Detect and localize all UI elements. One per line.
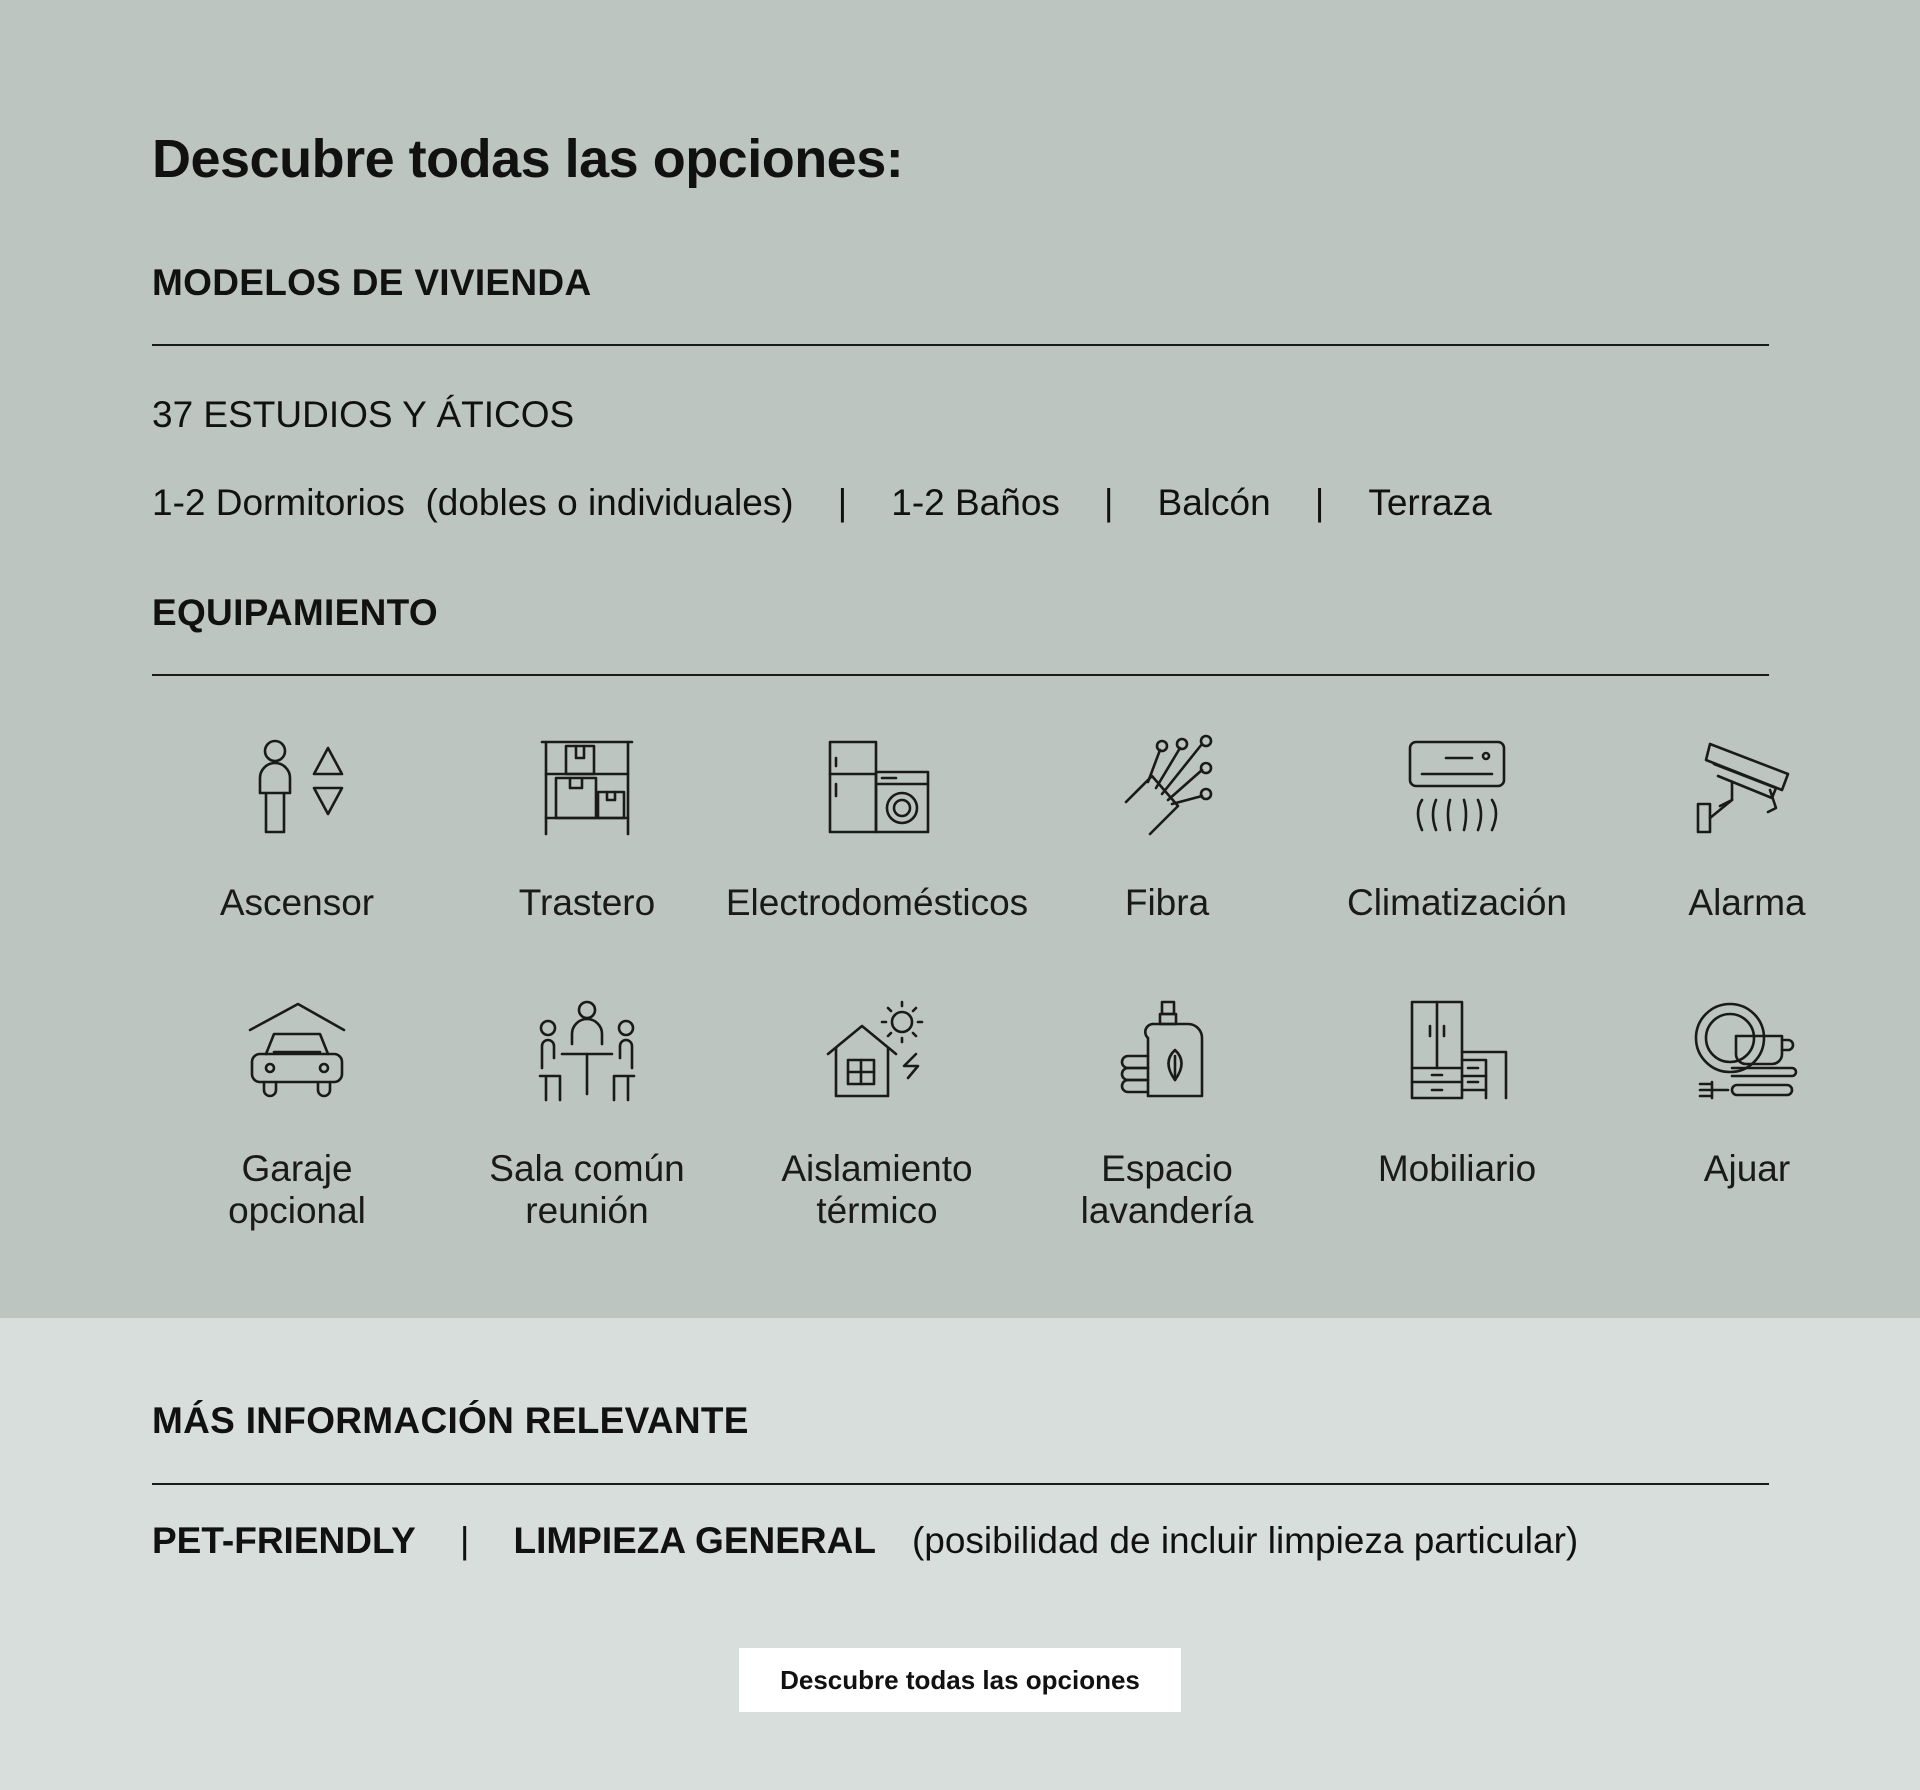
fiber-optic-icon (1112, 730, 1222, 840)
equipment-item-electrodomesticos (725, 730, 1029, 924)
feature-bathrooms: 1-2 Baños (891, 482, 1060, 523)
equipment-label: Ajuar (1703, 1148, 1791, 1189)
discover-options-button[interactable]: Descubre todas las opciones (739, 1648, 1181, 1712)
equipment-item-garaje (152, 996, 442, 1232)
feature-separator: | (1314, 482, 1325, 523)
feature-terrace: Terraza (1368, 482, 1492, 523)
equipment-item-mobiliario (1312, 996, 1602, 1190)
equipment-divider (152, 674, 1769, 676)
equipment-item-lavanderia (1022, 996, 1312, 1232)
equipment-label: Fibra (1124, 882, 1210, 923)
equipment-label: Sala común reunión (489, 1148, 685, 1231)
equipment-label: Alarma (1688, 882, 1806, 923)
page-title: Descubre todas las opciones: (152, 129, 904, 189)
equipment-heading: EQUIPAMIENTO (152, 592, 438, 633)
feature-bedrooms: 1-2 Dormitorios (dobles o individuales) (152, 482, 794, 523)
equipment-item-aislamiento (732, 996, 1022, 1232)
pet-friendly-label: PET-FRIENDLY (152, 1520, 416, 1561)
equipment-label: Electrodomésticos (725, 882, 1029, 923)
equipment-label: Espacio lavandería (1080, 1148, 1254, 1231)
furniture-icon (1402, 996, 1512, 1106)
garage-car-icon (242, 996, 352, 1106)
equipment-item-climatizacion (1312, 730, 1602, 924)
equipment-label: Garaje opcional (228, 1148, 366, 1231)
security-camera-icon (1692, 730, 1802, 840)
equipment-label: Trastero (518, 882, 656, 923)
equipment-item-trastero (442, 730, 732, 924)
feature-separator: | (1103, 482, 1114, 523)
housing-features (152, 482, 1492, 524)
appliances-icon (822, 730, 932, 840)
more-info-divider (152, 1483, 1769, 1485)
equipment-item-ascensor (152, 730, 442, 924)
cleaning-note: (posibilidad de incluir limpieza particular) (911, 1520, 1579, 1561)
models-divider (152, 344, 1769, 346)
elevator-icon (242, 730, 352, 840)
dishware-icon (1692, 996, 1802, 1106)
more-info-heading: MÁS INFORMACIÓN RELEVANTE (152, 1400, 749, 1441)
equipment-item-sala-comun (442, 996, 732, 1232)
models-heading: MODELOS DE VIVIENDA (152, 262, 592, 303)
info-separator: | (459, 1520, 470, 1561)
cleaning-label: LIMPIEZA GENERAL (513, 1520, 876, 1561)
equipment-item-alarma (1602, 730, 1892, 924)
meeting-room-icon (532, 996, 642, 1106)
feature-separator: | (837, 482, 848, 523)
equipment-item-ajuar (1602, 996, 1892, 1190)
storage-shelf-icon (532, 730, 642, 840)
equipment-item-fibra (1022, 730, 1312, 924)
equipment-label: Mobiliario (1377, 1148, 1537, 1189)
equipment-label: Aislamiento térmico (781, 1148, 973, 1231)
feature-balcony: Balcón (1157, 482, 1271, 523)
equipment-label: Climatización (1346, 882, 1567, 923)
equipment-label: Ascensor (219, 882, 375, 923)
laundry-detergent-icon (1112, 996, 1222, 1106)
air-conditioner-icon (1402, 730, 1512, 840)
more-info-row (152, 1520, 1578, 1562)
thermal-insulation-icon (822, 996, 932, 1106)
studios-count: 37 ESTUDIOS Y ÁTICOS (152, 394, 575, 435)
